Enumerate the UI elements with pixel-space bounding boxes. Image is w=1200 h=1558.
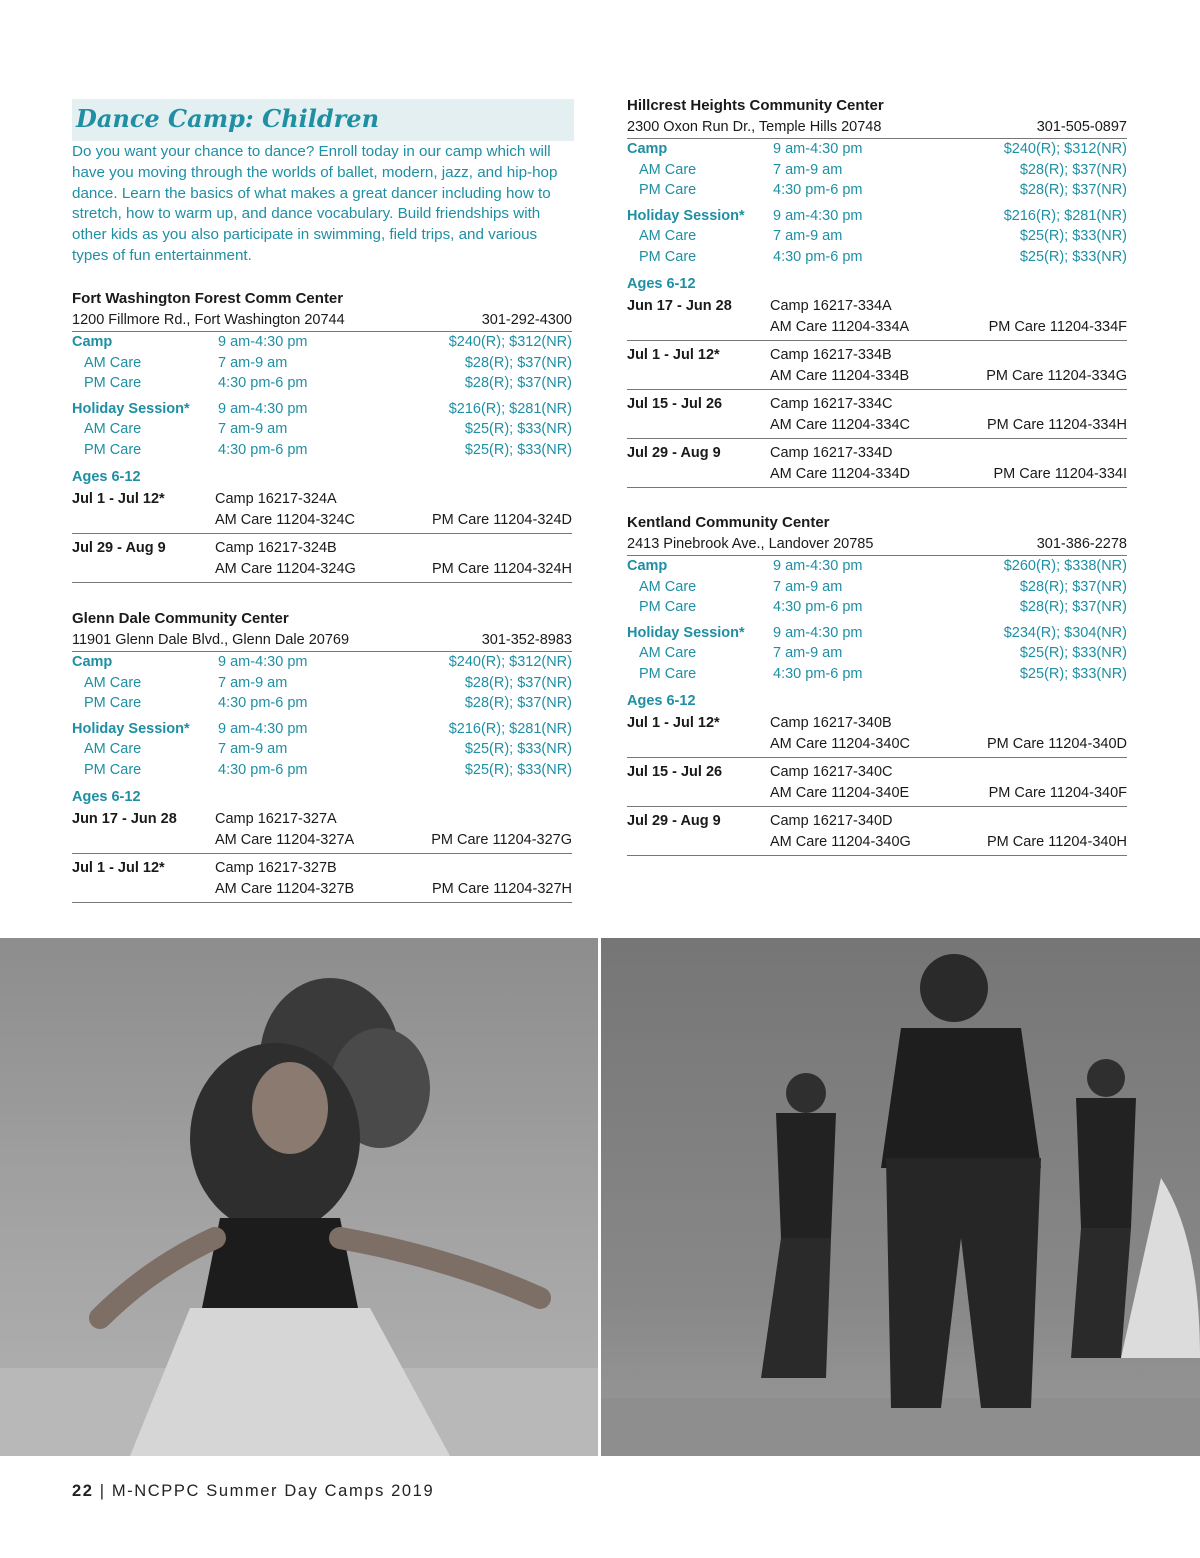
- pricing-price: $25(R); $33(NR): [464, 741, 572, 758]
- center-address-row: [72, 310, 572, 332]
- pricing-time: 4:30 pm-6 pm: [773, 248, 863, 265]
- dancers-boys-image: [601, 938, 1200, 1456]
- page-number: 22: [72, 1482, 94, 1500]
- session-row: [627, 394, 1127, 439]
- pricing-price: $28(R); $37(NR): [1019, 161, 1127, 178]
- pricing-time: 7 am-9 am: [773, 228, 843, 245]
- session-camp-code: Camp 16217-334B: [770, 346, 892, 363]
- session-dates: Jul 15 - Jul 26: [627, 395, 723, 412]
- dancers-photo-right: [601, 938, 1200, 1456]
- pricing-label: Camp: [72, 654, 113, 670]
- pricing-price: $25(R); $33(NR): [464, 761, 572, 778]
- session-am-code: AM Care 11204-340G: [770, 833, 911, 850]
- pricing-label: PM Care: [639, 665, 697, 682]
- session-dates: Jul 1 - Jul 12*: [627, 714, 720, 731]
- pricing-price: $240(R); $312(NR): [448, 654, 572, 670]
- session-pm-code: PM Care 11204-334H: [987, 416, 1127, 433]
- pricing-time: 9 am-4:30 pm: [218, 400, 308, 417]
- pricing-label: PM Care: [639, 248, 697, 265]
- center-hillcrest-heights: [627, 95, 1127, 492]
- pricing-row: [627, 623, 1127, 644]
- pricing-time: 4:30 pm-6 pm: [773, 599, 863, 616]
- pricing-row: [72, 399, 572, 420]
- pricing-label: AM Care: [639, 578, 697, 595]
- pricing-row: [627, 247, 1127, 268]
- center-name: Fort Washington Forest Comm Center: [72, 290, 344, 307]
- pricing-price: $25(R); $33(NR): [1019, 665, 1127, 682]
- pricing-time: 4:30 pm-6 pm: [773, 665, 863, 682]
- center-address-row: [627, 117, 1127, 139]
- session-row: [627, 345, 1127, 390]
- session-am-code: AM Care 11204-334A: [770, 318, 910, 335]
- session-camp-code: Camp 16217-327A: [215, 810, 337, 827]
- pricing-label: AM Care: [639, 645, 697, 662]
- pricing-time: 4:30 pm-6 pm: [218, 761, 308, 778]
- pricing-time: 9 am-4:30 pm: [218, 334, 308, 350]
- pricing-row: [627, 226, 1127, 247]
- session-dates: Jul 1 - Jul 12*: [627, 346, 720, 363]
- pricing-label: PM Care: [84, 441, 142, 458]
- pricing-row: [627, 180, 1127, 201]
- pricing-price: $216(R); $281(NR): [448, 720, 572, 737]
- footer-separator: |: [99, 1482, 106, 1500]
- pricing-row: [627, 597, 1127, 618]
- pricing-row: [627, 664, 1127, 685]
- pricing-label: Camp: [627, 141, 668, 157]
- pricing-label: PM Care: [639, 182, 697, 199]
- pricing-row: [627, 139, 1127, 160]
- session-pm-code: PM Care 11204-340F: [988, 784, 1127, 801]
- pricing-time: 7 am-9 am: [773, 645, 843, 662]
- pricing-price: $28(R); $37(NR): [464, 354, 572, 371]
- center-name: Kentland Community Center: [627, 514, 830, 531]
- session-pm-code: PM Care 11204-327G: [431, 831, 572, 848]
- center-address: 11901 Glenn Dale Blvd., Glenn Dale 20769: [72, 632, 350, 648]
- session-row: [627, 443, 1127, 488]
- pricing-row: [72, 440, 572, 461]
- session-am-code: AM Care 11204-334C: [770, 416, 910, 433]
- pricing-row: [72, 760, 572, 781]
- ages-heading: Ages 6-12: [72, 788, 141, 805]
- session-pm-code: PM Care 11204-324D: [432, 511, 572, 528]
- dancers-girls-image: [0, 938, 598, 1456]
- pricing-label: Holiday Session*: [72, 400, 190, 417]
- pricing-label: Camp: [72, 334, 113, 350]
- session-camp-code: Camp 16217-327B: [215, 859, 337, 876]
- session-camp-code: Camp 16217-340C: [770, 763, 893, 780]
- pricing-price: $25(R); $33(NR): [1019, 645, 1127, 662]
- session-row: [627, 713, 1127, 758]
- pricing-time: 9 am-4:30 pm: [773, 624, 863, 641]
- pricing-row: [627, 643, 1127, 664]
- pricing-time: 7 am-9 am: [773, 161, 843, 178]
- pricing-row: [72, 419, 572, 440]
- session-row: [72, 809, 572, 854]
- session-camp-code: Camp 16217-340D: [770, 812, 893, 829]
- session-dates: Jun 17 - Jun 28: [627, 297, 732, 314]
- pricing-time: 4:30 pm-6 pm: [773, 182, 863, 199]
- session-pm-code: PM Care 11204-334I: [993, 465, 1127, 482]
- session-camp-code: Camp 16217-324A: [215, 490, 337, 507]
- pricing-label: PM Care: [84, 761, 142, 778]
- center-address-row: [627, 534, 1127, 556]
- pricing-time: 9 am-4:30 pm: [218, 654, 308, 670]
- pricing-row: [72, 353, 572, 374]
- session-am-code: AM Care 11204-327A: [215, 831, 355, 848]
- pricing-row: [627, 577, 1127, 598]
- pricing-time: 7 am-9 am: [218, 421, 288, 438]
- session-camp-code: Camp 16217-334D: [770, 444, 893, 461]
- session-dates: Jul 29 - Aug 9: [627, 444, 721, 461]
- pricing-label: PM Care: [84, 695, 142, 712]
- session-am-code: AM Care 11204-327B: [215, 880, 355, 897]
- center-address: 2300 Oxon Run Dr., Temple Hills 20748: [627, 119, 882, 135]
- session-am-code: AM Care 11204-340C: [770, 735, 910, 752]
- page-title: Dance Camp: Children: [76, 104, 380, 133]
- pricing-row: [72, 719, 572, 740]
- session-am-code: AM Care 11204-334B: [770, 367, 910, 384]
- pricing-label: AM Care: [639, 161, 697, 178]
- center-kentland: [627, 512, 1127, 860]
- session-row: [627, 762, 1127, 807]
- session-dates: Jul 15 - Jul 26: [627, 763, 723, 780]
- pricing-label: PM Care: [639, 599, 697, 616]
- pricing-price: $216(R); $281(NR): [1003, 207, 1127, 224]
- dancers-photo-left: [0, 938, 598, 1456]
- pricing-time: 7 am-9 am: [773, 578, 843, 595]
- session-row: [72, 858, 572, 903]
- center-glenn-dale: [72, 608, 572, 907]
- ages-heading: Ages 6-12: [627, 692, 696, 709]
- session-am-code: AM Care 11204-340E: [770, 784, 910, 801]
- pricing-time: 4:30 pm-6 pm: [218, 441, 308, 458]
- session-row: [627, 811, 1127, 856]
- session-pm-code: PM Care 11204-324H: [432, 560, 572, 577]
- pricing-row: [72, 373, 572, 394]
- pricing-price: $28(R); $37(NR): [1019, 182, 1127, 199]
- session-camp-code: Camp 16217-334A: [770, 297, 892, 314]
- pricing-label: AM Care: [84, 674, 142, 691]
- session-row: [72, 489, 572, 534]
- pricing-label: Camp: [627, 558, 668, 574]
- pricing-row: [627, 206, 1127, 227]
- session-row: [72, 538, 572, 583]
- pricing-row: [72, 739, 572, 760]
- pricing-time: 7 am-9 am: [218, 741, 288, 758]
- pricing-price: $260(R); $338(NR): [1003, 558, 1127, 574]
- pricing-time: 9 am-4:30 pm: [773, 558, 863, 574]
- session-am-code: AM Care 11204-324C: [215, 511, 355, 528]
- center-name: Hillcrest Heights Community Center: [627, 97, 884, 114]
- ages-heading: Ages 6-12: [627, 275, 696, 292]
- pricing-time: 7 am-9 am: [218, 354, 288, 371]
- center-phone: 301-292-4300: [481, 312, 572, 328]
- ages-heading: Ages 6-12: [72, 468, 141, 485]
- pricing-price: $240(R); $312(NR): [1003, 141, 1127, 157]
- session-dates: Jul 1 - Jul 12*: [72, 859, 165, 876]
- intro-paragraph: Do you want your chance to dance? Enroll today in our camp which will have you moving through the worlds of ballet, modern, jazz, and hip-hop dance. Learn the basics of what makes a great dancer including how to stretch, how to warm up, and dance vocabulary. Build friendships with other kids as you also participate in swimming, field trips, and various types of fun entertainment.: [72, 143, 558, 264]
- session-pm-code: PM Care 11204-334G: [986, 367, 1127, 384]
- session-row: [627, 296, 1127, 341]
- session-camp-code: Camp 16217-324B: [215, 539, 337, 556]
- pricing-label: Holiday Session*: [627, 624, 745, 641]
- pricing-time: 4:30 pm-6 pm: [218, 695, 308, 712]
- session-dates: Jun 17 - Jun 28: [72, 810, 177, 827]
- pricing-label: Holiday Session*: [72, 720, 190, 737]
- pricing-price: $28(R); $37(NR): [1019, 578, 1127, 595]
- center-phone: 301-505-0897: [1036, 119, 1127, 135]
- pricing-price: $28(R); $37(NR): [1019, 599, 1127, 616]
- pricing-price: $28(R); $37(NR): [464, 375, 572, 392]
- pricing-price: $216(R); $281(NR): [448, 400, 572, 417]
- pricing-label: AM Care: [84, 354, 142, 371]
- pricing-row: [72, 673, 572, 694]
- pricing-price: $28(R); $37(NR): [464, 695, 572, 712]
- pricing-label: AM Care: [639, 228, 697, 245]
- center-address: 1200 Fillmore Rd., Fort Washington 20744: [72, 312, 345, 328]
- center-fort-washington: [72, 288, 572, 587]
- session-am-code: AM Care 11204-334D: [770, 465, 910, 482]
- pricing-time: 9 am-4:30 pm: [773, 141, 863, 157]
- page-footer: [72, 1482, 434, 1501]
- pricing-time: 4:30 pm-6 pm: [218, 375, 308, 392]
- pricing-row: [627, 160, 1127, 181]
- session-pm-code: PM Care 11204-334F: [988, 318, 1127, 335]
- pricing-row: [72, 693, 572, 714]
- pricing-price: $28(R); $37(NR): [464, 674, 572, 691]
- pricing-label: AM Care: [84, 421, 142, 438]
- center-phone: 301-386-2278: [1036, 536, 1127, 552]
- pricing-price: $234(R); $304(NR): [1003, 624, 1127, 641]
- session-dates: Jul 1 - Jul 12*: [72, 490, 165, 507]
- session-dates: Jul 29 - Aug 9: [627, 812, 721, 829]
- pricing-row: [72, 332, 572, 353]
- session-pm-code: PM Care 11204-327H: [432, 880, 572, 897]
- pricing-label: PM Care: [84, 375, 142, 392]
- pricing-time: 7 am-9 am: [218, 674, 288, 691]
- center-phone: 301-352-8983: [481, 632, 572, 648]
- pricing-row: [72, 652, 572, 673]
- pricing-label: AM Care: [84, 741, 142, 758]
- pricing-time: 9 am-4:30 pm: [773, 207, 863, 224]
- pricing-price: $25(R); $33(NR): [1019, 228, 1127, 245]
- pricing-price: $25(R); $33(NR): [464, 441, 572, 458]
- pricing-time: 9 am-4:30 pm: [218, 720, 308, 737]
- pricing-price: $25(R); $33(NR): [1019, 248, 1127, 265]
- center-address-row: [72, 630, 572, 652]
- pricing-row: [627, 556, 1127, 577]
- session-dates: Jul 29 - Aug 9: [72, 539, 166, 556]
- pricing-price: $240(R); $312(NR): [448, 334, 572, 350]
- center-name: Glenn Dale Community Center: [72, 610, 289, 627]
- pricing-price: $25(R); $33(NR): [464, 421, 572, 438]
- center-address: 2413 Pinebrook Ave., Landover 20785: [627, 536, 874, 552]
- session-am-code: AM Care 11204-324G: [215, 560, 356, 577]
- pricing-label: Holiday Session*: [627, 207, 745, 224]
- session-camp-code: Camp 16217-334C: [770, 395, 893, 412]
- session-camp-code: Camp 16217-340B: [770, 714, 892, 731]
- publication-title: M-NCPPC Summer Day Camps 2019: [111, 1482, 435, 1500]
- session-pm-code: PM Care 11204-340D: [987, 735, 1127, 752]
- session-pm-code: PM Care 11204-340H: [987, 833, 1127, 850]
